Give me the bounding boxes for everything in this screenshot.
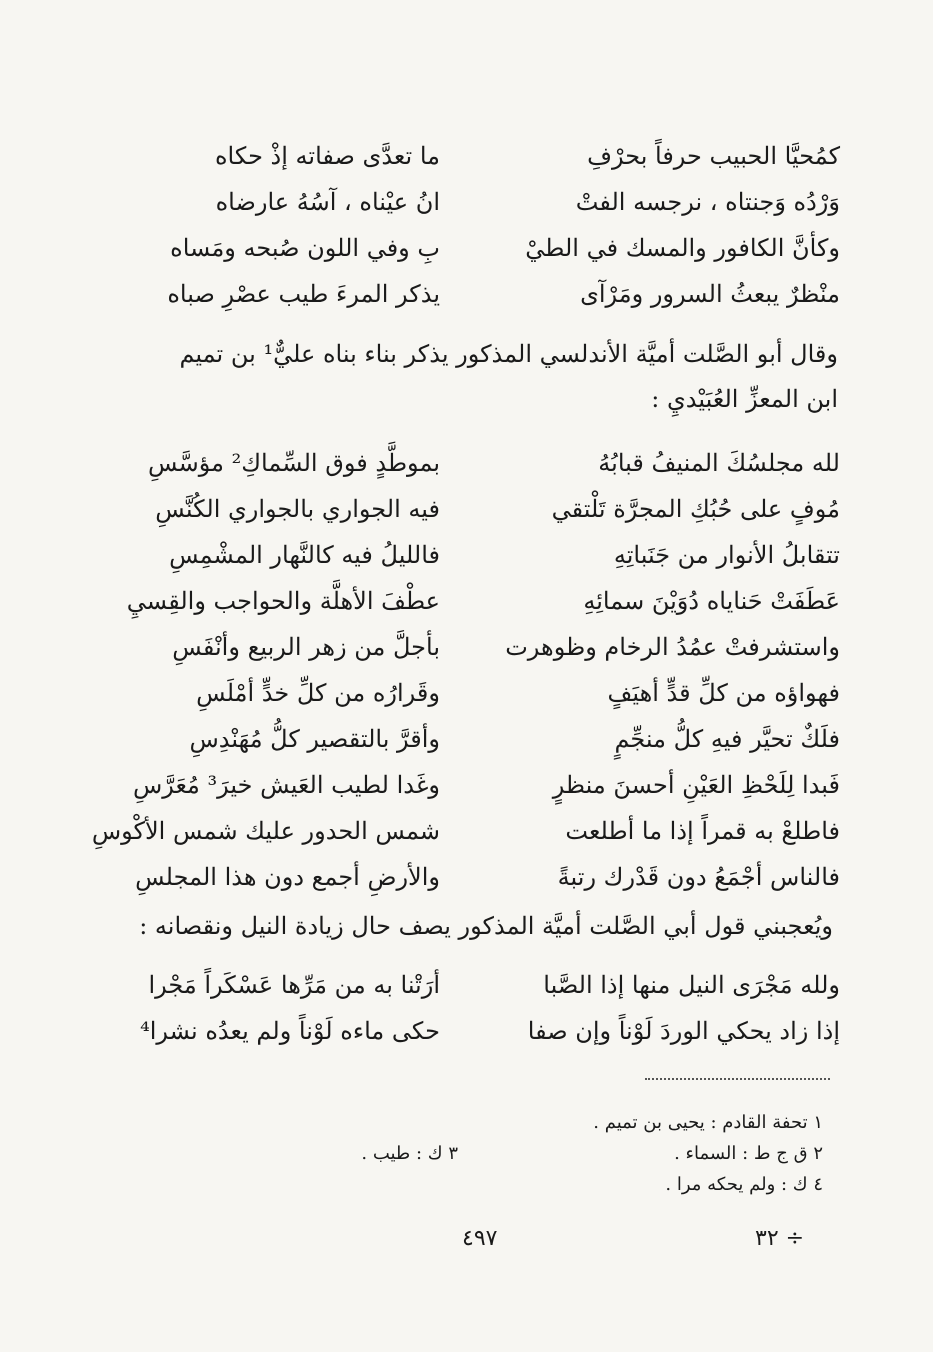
first-hemistich: وَرْدُه وَجنتاه ، نرجسه الفتْ <box>575 188 840 216</box>
poem-1 <box>120 133 840 317</box>
prose-line: ابن المعزِّ العُبَيْديِ : <box>651 385 838 413</box>
verse-line <box>120 532 840 578</box>
verse-line <box>120 1008 840 1054</box>
verse-line <box>120 854 840 900</box>
first-hemistich: منْظرٌ يبعثُ السرور ومَرْآى <box>580 280 840 308</box>
verse-line <box>120 762 840 808</box>
verse-line <box>91 808 840 854</box>
footnote-3: ٣ ك : طيب . <box>361 1143 458 1164</box>
verse-line <box>120 271 840 317</box>
verse-line <box>120 578 840 624</box>
first-hemistich: مُوفٍ على حُبُكِ المجرَّة تَلْتقي <box>551 495 840 523</box>
first-hemistich: فهواؤه من كلِّ قدٍّ أهيَفٍ <box>607 679 840 707</box>
first-hemistich: تتقابلُ الأنوار من جَنَباتِهِ <box>613 541 840 569</box>
first-hemistich: فَبدا لِلَحْظِ العَيْنِ أحسنَ منظرٍ <box>552 771 840 799</box>
verse-line <box>120 962 840 1008</box>
second-hemistich: يذكر المرءَ طيب عصْرِ صباه <box>167 280 440 308</box>
first-hemistich: كمُحيَّا الحبيب حرفاً بحرْفِ <box>587 142 840 170</box>
first-hemistich: فاطلعْ به قمراً إذا ما أطلعت <box>565 817 840 845</box>
prose-line: وقال أبو الصَّلت أميَّة الأندلسي المذكور يذكر بناء بناه عليٌّ¹ بن تميم <box>179 340 838 368</box>
verse-line <box>120 670 840 716</box>
footnote-1: ١ تحفة القادم : يحيى بن تميم . <box>593 1112 823 1133</box>
footnote-separator <box>645 1078 830 1080</box>
second-hemistich: بِ وفي اللون صُبحه ومَساه <box>170 234 440 262</box>
footnote-4: ٤ ك : ولم يحكه مرا . <box>665 1174 823 1195</box>
second-hemistich: انُ عيْناه ، آسُهُ عارضاه <box>215 188 440 216</box>
second-hemistich: عطْفَ الأهلَّة والحواجب والقِسيِ <box>126 587 440 615</box>
first-hemistich: عَطَفَتْ حَناياه دُوَيْنَ سمائِهِ <box>583 587 840 615</box>
second-hemistich: وغَدا لطيب العَيش خيرَ³ مُعَرَّسِ <box>132 771 440 799</box>
first-hemistich: ولله مَجْرَى النيل منها إذا الصَّبا <box>543 971 840 999</box>
prose-line: ويُعجبني قول أبي الصَّلت أميَّة المذكور يصف حال زيادة النيل ونقصانه : <box>139 912 833 940</box>
verse-line <box>120 440 840 486</box>
second-hemistich: بموطَّدٍ فوق السِّماكِ² مؤسَّسِ <box>148 449 440 477</box>
first-hemistich: لله مجلسُكَ المنيفُ قبابُهُ <box>598 449 840 477</box>
second-hemistich: ما تعدَّى صفاته إذْ حكاه <box>214 142 440 170</box>
poem-2 <box>91 440 840 900</box>
verse-line <box>120 225 840 271</box>
second-hemistich: وقَرارُه من كلِّ خدٍّ أمْلَسِ <box>196 679 440 707</box>
verse-line <box>120 179 840 225</box>
footnote-2: ٢ ق ج ط : السماء . <box>674 1143 823 1164</box>
first-hemistich: إذا زاد يحكي الوردَ لَوْناً وإن صفا <box>527 1017 840 1045</box>
verse-line <box>120 624 840 670</box>
second-hemistich: وأقرَّ بالتقصير كلُّ مُهَنْدِسِ <box>189 725 440 753</box>
verse-line <box>120 486 840 532</box>
second-hemistich: والأرضِ أجمع دون هذا المجلسِ <box>135 863 440 891</box>
verse-line <box>120 716 840 762</box>
second-hemistich: حكى ماءه لَوْناً ولم يعدُه نشرا⁴ <box>140 1017 440 1045</box>
first-hemistich: واستشرفتْ عمُدُ الرخام وظوهرت <box>505 633 840 661</box>
first-hemistich: فالناس أجْمَعُ دون قَدْرك رتبةً <box>557 863 840 891</box>
first-hemistich: فلَكٌ تحيَّر فيهِ كلُّ منجِّمٍ <box>614 725 840 753</box>
second-hemistich: فالليلُ فيه كالنَّهار المشْمِسِ <box>169 541 440 569</box>
page-number: ٤٩٧ <box>462 1226 498 1251</box>
verse-line <box>120 133 840 179</box>
first-hemistich: وكأنَّ الكافور والمسك في الطيْ <box>525 234 840 262</box>
signature-mark: ٣٢ ÷ <box>755 1226 805 1251</box>
second-hemistich: فيه الجواري بالجواري الكُنَّسِ <box>155 495 440 523</box>
second-hemistich: أرَتْنا به من مَرِّها عَسْكَراً مَجْرا <box>148 971 440 999</box>
second-hemistich: بأجلَّ من زهر الربيع وأنْفَسِ <box>172 633 440 661</box>
poem-3 <box>120 962 840 1054</box>
second-hemistich: شمس الحدور عليك شمس الأكْوسِ <box>91 817 440 845</box>
